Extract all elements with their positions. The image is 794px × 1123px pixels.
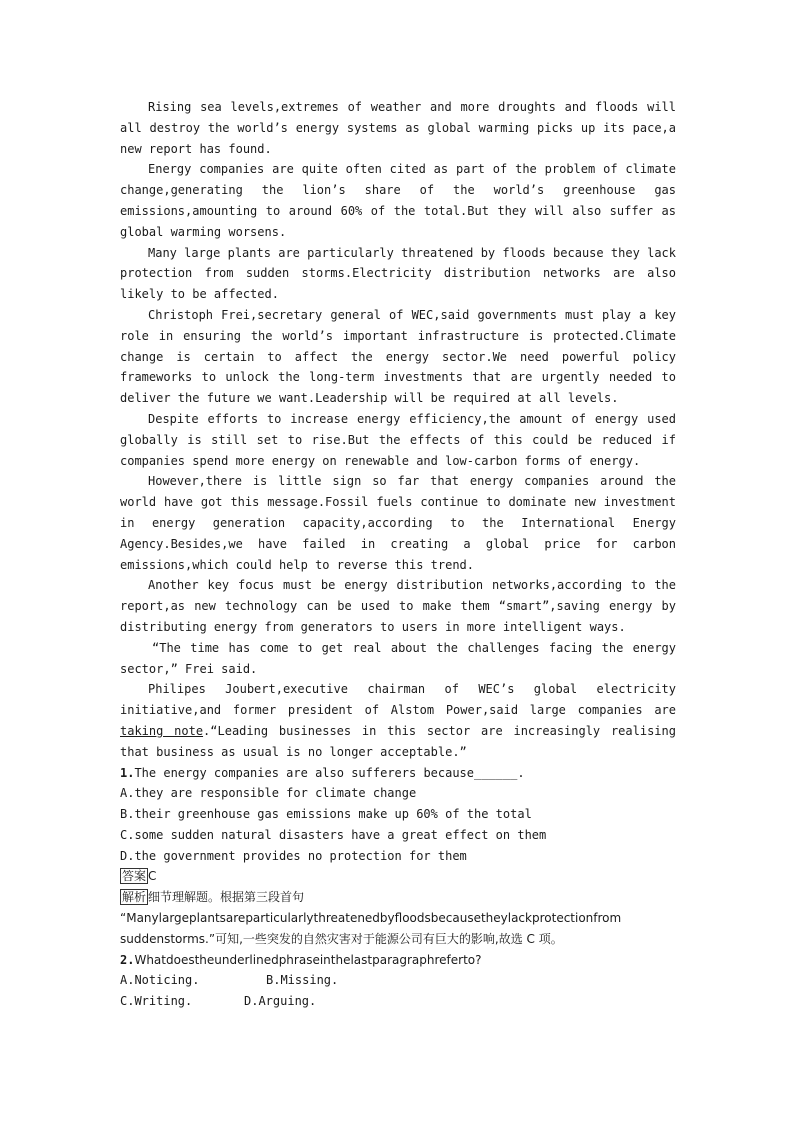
question-2-option-d: D.Arguing. — [244, 994, 317, 1009]
analysis-label: 解析 — [122, 890, 147, 905]
question-1-text: The energy companies are also sufferers because______. — [134, 765, 525, 780]
analysis-line-3: suddenstorms.”可知,一些突发的自然灾害对于能源公司有巨大的影响,故选 C 项。 — [120, 931, 563, 946]
answer-line — [120, 866, 676, 887]
question-1-option-a: A.they are responsible for climate change — [120, 786, 417, 801]
passage-paragraph-2: Energy companies are quite often cited as part of the problem of climate change,generating the lion’s share of the world’s greenhouse gas emissions,amounting to around 60% of the total.But they will also suffer as global warming worsens. — [120, 162, 676, 239]
paragraph-9-text-after: .“Leading businesses in this sector are increasingly realising that business as usual is no longer acceptable.” — [120, 723, 676, 759]
passage-paragraph-8: “The time has come to get real about the challenges facing the energy sector,” Frei said. — [120, 640, 676, 676]
passage-paragraph-6: However,there is little sign so far that energy companies around the world have got this message.Fossil fuels continue to dominate new investment in energy generation capacity,according to the International Energy Agency.Besides,we have failed in creating a global price for carbon emissions,which could help to reverse this trend. — [120, 474, 676, 572]
question-2-option-c: C.Writing. — [120, 994, 193, 1009]
question-1-option-c: C.some sudden natural disasters have a great effect on them — [120, 827, 547, 842]
question-1-option-b: B.their greenhouse gas emissions make up 60% of the total — [120, 807, 532, 822]
underlined-phrase: taking note — [120, 723, 204, 738]
analysis-line-2: “Manylargeplantsareparticularlythreatenedbyfloodsbecausetheylackprotectionfrom — [120, 911, 622, 926]
passage-paragraph-5: Despite efforts to increase energy efficiency,the amount of energy used globally is still set to rise.But the effects of this could be reduced if companies spend more energy on renewable and low-carbon forms of energy. — [120, 411, 676, 468]
analysis-line-1 — [120, 887, 676, 908]
question-2-text: Whatdoestheunderlinedphraseinthelastparagraphreferto? — [134, 952, 482, 967]
passage-paragraph-9 — [120, 679, 676, 762]
question-2-option-b: B.Missing. — [266, 973, 339, 988]
question-2-option-a: A.Noticing. — [120, 973, 200, 988]
question-2-options-row-2 — [120, 991, 676, 1012]
answer-value: C — [148, 869, 157, 884]
passage-paragraph-1: Rising sea levels,extremes of weather and more droughts and floods will all destroy the world’s energy systems as global warming picks up its pace,a new report has found. — [120, 100, 676, 156]
passage-paragraph-4: Christoph Frei,secretary general of WEC,said governments must play a key role in ensuring the world’s important infrastructure is protected.Climate change is certain to affect the energy sector.We need powerful policy frameworks to unlock the long-term investments that are urgently needed to deliver the future we want.Leadership will be required at all levels. — [120, 307, 676, 406]
paragraph-9-text-before: Philipes Joubert,executive chairman of WEC’s global electricity initiative,and former president of Alstom Power,said large companies are — [120, 682, 676, 718]
passage-paragraph-3: Many large plants are particularly threatened by floods because they lack protection from sudden storms.Electricity distribution networks are also likely to be affected. — [120, 245, 676, 302]
question-1-stem — [120, 763, 676, 784]
analysis-text-1: 细节理解题。根据第三段首句 — [148, 890, 305, 905]
question-2-stem — [120, 950, 676, 971]
question-1-number: 1. — [120, 765, 135, 780]
question-2-number: 2. — [120, 952, 135, 967]
answer-label: 答案 — [122, 869, 147, 884]
question-1-option-d: D.the government provides no protection for them — [120, 848, 467, 863]
passage-paragraph-7: Another key focus must be energy distribution networks,according to the report,as new technology can be used to make them “smart”,saving energy by distributing energy from generators to users in more intelligent ways. — [120, 578, 676, 634]
question-2-options-row-1 — [120, 970, 676, 991]
document-page — [120, 97, 676, 1012]
